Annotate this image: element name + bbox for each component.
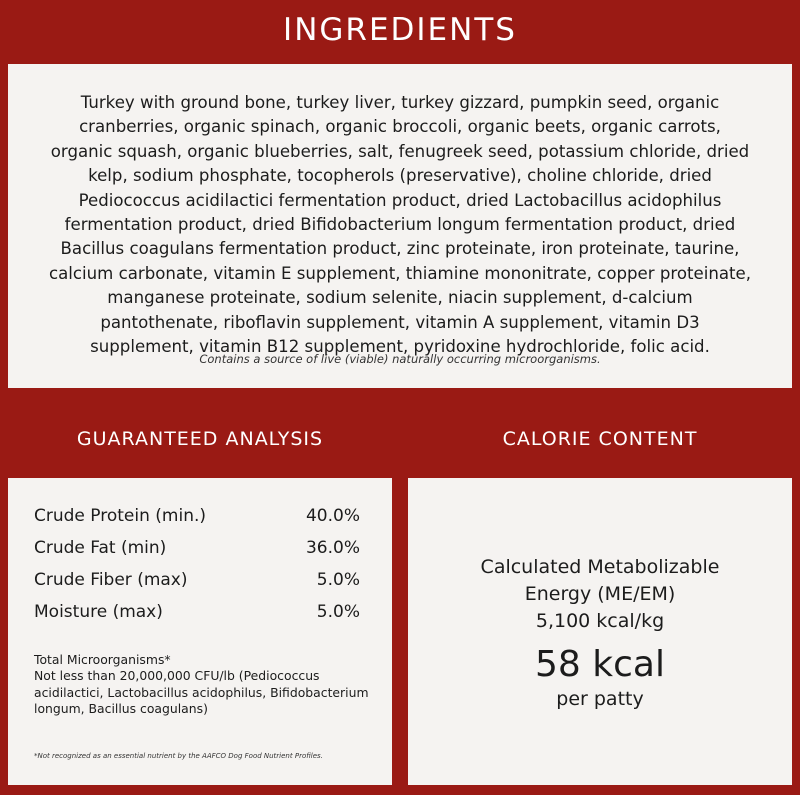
microorganisms-title: Total Microorganisms* xyxy=(34,652,171,667)
microorganisms-block xyxy=(34,652,374,718)
ingredients-text: Turkey with ground bone, turkey liver, turkey gizzard, pumpkin seed, organic cranberries, organic spinach, organic broccoli, organic beets, organic carrots, organic squash, organic blueberries, salt, fenugreek seed, potassium chloride, dried kelp, sodium phosphate, tocopherols (preservative), choline chloride, dried Pediococcus acidilactici fermentation product, dried Lactobacillus acidophilus fermentation product, dried Bifidobacterium longum fermentation product, dried Bacillus coagulans fermentation product, zinc proteinate, iron proteinate, taurine, calcium carbonate, vitamin E supplement, thiamine mononitrate, copper proteinate, manganese proteinate, sodium selenite, niacin supplement, d-calcium pantothenate, riboflavin supplement, vitamin A supplement, vitamin D3 supplement, vitamin B12 supplement, pyridoxine hydrochloride, folic acid. xyxy=(48,93,751,357)
calorie-content-panel xyxy=(408,478,792,785)
calorie-block xyxy=(408,554,792,711)
calorie-content-title: CALORIE CONTENT xyxy=(502,428,698,450)
guaranteed-analysis-panel xyxy=(8,478,392,785)
analysis-value: 5.0% xyxy=(316,570,360,590)
ingredients-panel xyxy=(8,64,792,388)
guaranteed-analysis-title: GUARANTEED ANALYSIS xyxy=(76,428,324,450)
analysis-row xyxy=(34,532,360,564)
analysis-label: Moisture (max) xyxy=(34,602,163,622)
analysis-value: 5.0% xyxy=(316,602,360,622)
ingredients-note: Contains a source of live (viable) naturally occurring microorganisms. xyxy=(199,352,601,366)
microorganisms-text: Not less than 20,000,000 CFU/lb (Pediococcus acidilactici, Lactobacillus acidophilus, Bifidobacterium longum, Bacillus coagulans) xyxy=(34,668,369,717)
analysis-row xyxy=(34,564,360,596)
calorie-line-2: Energy (ME/EM) xyxy=(524,583,676,605)
calorie-line-3: 5,100 kcal/kg xyxy=(535,610,665,632)
analysis-value: 40.0% xyxy=(305,506,360,526)
calorie-per-patty-value: 58 kcal xyxy=(535,644,665,685)
analysis-row xyxy=(34,500,360,532)
calorie-line-1: Calculated Metabolizable xyxy=(480,556,720,578)
analysis-label: Crude Protein (min.) xyxy=(34,506,207,526)
analysis-value: 36.0% xyxy=(305,538,360,558)
analysis-label: Crude Fiber (max) xyxy=(34,570,188,590)
analysis-label: Crude Fat (min) xyxy=(34,538,167,558)
calorie-per-patty-label: per patty xyxy=(556,688,644,710)
analysis-row xyxy=(34,596,360,628)
analysis-footnote: *Not recognized as an essential nutrient by the AAFCO Dog Food Nutrient Profiles. xyxy=(34,752,323,760)
ingredients-title: INGREDIENTS xyxy=(283,12,517,48)
